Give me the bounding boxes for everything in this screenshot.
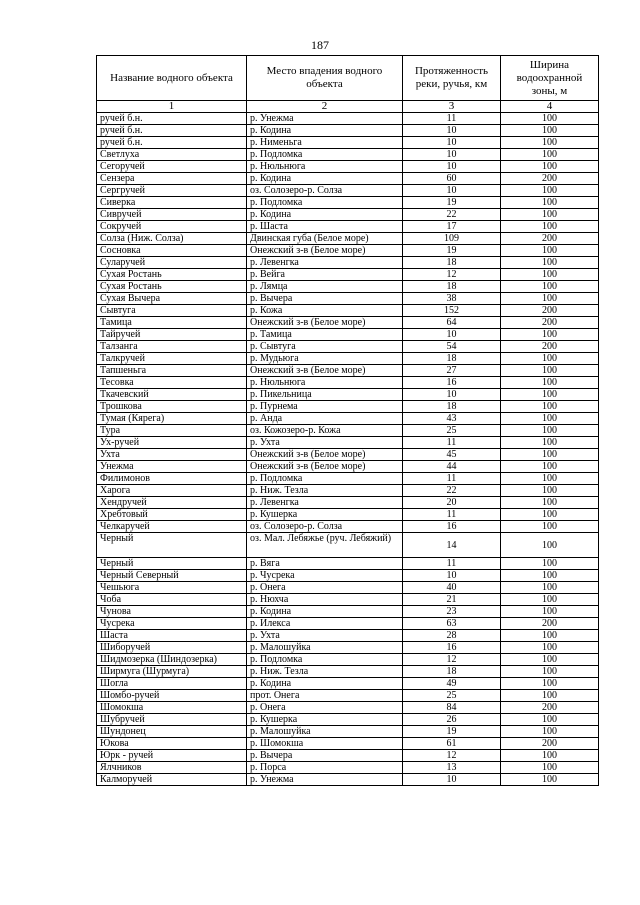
cell-name: Ширмуга (Шурмуга) [97,666,247,678]
cell-mouth: р. Мудьюга [247,353,403,365]
cell-mouth: р. Кодина [247,606,403,618]
cell-mouth: р. Кушерка [247,714,403,726]
cell-zone-width: 100 [501,377,599,389]
cell-name: Шундонец [97,726,247,738]
cell-mouth: оз. Солозеро-р. Солза [247,521,403,533]
cell-mouth: оз. Кожозеро-р. Кожа [247,425,403,437]
table-row [97,329,599,341]
cell-name: Черный [97,533,247,558]
table-row [97,473,599,485]
cell-zone-width: 100 [501,449,599,461]
cell-mouth: р. Малошуйка [247,726,403,738]
cell-length: 10 [403,329,501,341]
cell-zone-width: 100 [501,269,599,281]
cell-mouth: р. Вяга [247,558,403,570]
cell-length: 13 [403,762,501,774]
cell-zone-width: 100 [501,558,599,570]
column-number: 1 [97,101,247,113]
cell-mouth: р. Илекса [247,618,403,630]
table-body [97,113,599,786]
cell-mouth: р. Нюхча [247,594,403,606]
table-row [97,173,599,185]
cell-zone-width: 100 [501,401,599,413]
cell-length: 25 [403,690,501,702]
table-row [97,437,599,449]
table-row [97,353,599,365]
cell-length: 10 [403,125,501,137]
cell-zone-width: 100 [501,221,599,233]
header-mouth: Место впадения водного объекта [247,56,403,101]
cell-length: 10 [403,149,501,161]
cell-zone-width: 100 [501,570,599,582]
table-row [97,365,599,377]
cell-name: Тапшеньга [97,365,247,377]
cell-mouth: р. Нименьга [247,137,403,149]
table-row [97,654,599,666]
cell-length: 84 [403,702,501,714]
cell-name: Суларучей [97,257,247,269]
cell-mouth: р. Подломка [247,149,403,161]
cell-length: 22 [403,485,501,497]
cell-zone-width: 100 [501,353,599,365]
table-row [97,401,599,413]
cell-mouth: р. Нюльнюга [247,161,403,173]
cell-mouth: р. Подломка [247,197,403,209]
cell-zone-width: 100 [501,413,599,425]
cell-name: Ухта [97,449,247,461]
table-row [97,461,599,473]
cell-name: Хендручей [97,497,247,509]
cell-name: Талкручей [97,353,247,365]
cell-length: 12 [403,269,501,281]
cell-name: Шомбо-ручей [97,690,247,702]
cell-mouth: р. Шомокша [247,738,403,750]
cell-name: Тесовка [97,377,247,389]
header-zone-width: Ширина водоохранной зоны, м [501,56,599,101]
cell-name: Шомокша [97,702,247,714]
cell-zone-width: 100 [501,209,599,221]
table-row [97,618,599,630]
cell-mouth: р. Ниж. Тезла [247,666,403,678]
table-row [97,750,599,762]
cell-zone-width: 100 [501,606,599,618]
cell-name: Тумая (Кярега) [97,413,247,425]
cell-zone-width: 100 [501,161,599,173]
cell-length: 10 [403,185,501,197]
cell-name: Солза (Ниж. Солза) [97,233,247,245]
cell-zone-width: 100 [501,197,599,209]
cell-length: 10 [403,774,501,786]
cell-zone-width: 100 [501,437,599,449]
cell-zone-width: 200 [501,173,599,185]
cell-length: 25 [403,425,501,437]
table-row [97,197,599,209]
cell-name: Сивручей [97,209,247,221]
cell-mouth: р. Пурнема [247,401,403,413]
cell-name: Ялчников [97,762,247,774]
cell-zone-width: 100 [501,582,599,594]
table-row [97,185,599,197]
cell-zone-width: 100 [501,329,599,341]
cell-mouth: р. Лямца [247,281,403,293]
table-row [97,630,599,642]
cell-length: 16 [403,642,501,654]
cell-mouth: р. Левенгка [247,497,403,509]
cell-length: 19 [403,197,501,209]
cell-zone-width: 100 [501,485,599,497]
cell-zone-width: 100 [501,521,599,533]
table-row [97,425,599,437]
cell-length: 12 [403,750,501,762]
cell-name: Черный Северный [97,570,247,582]
table-row [97,606,599,618]
cell-mouth: р. Вейга [247,269,403,281]
cell-length: 19 [403,726,501,738]
cell-length: 10 [403,570,501,582]
cell-mouth: оз. Мал. Лебяжье (руч. Лебяжий) [247,533,403,558]
cell-mouth: р. Тамица [247,329,403,341]
cell-name: Харога [97,485,247,497]
cell-mouth: р. Унежма [247,113,403,125]
cell-length: 18 [403,666,501,678]
cell-length: 19 [403,245,501,257]
table-row [97,293,599,305]
cell-mouth: р. Порса [247,762,403,774]
cell-length: 26 [403,714,501,726]
cell-zone-width: 100 [501,654,599,666]
table-row [97,666,599,678]
table-row [97,233,599,245]
table-row [97,762,599,774]
cell-name: Чунова [97,606,247,618]
cell-zone-width: 200 [501,738,599,750]
column-number: 3 [403,101,501,113]
table-row [97,389,599,401]
cell-name: Чоба [97,594,247,606]
cell-length: 54 [403,341,501,353]
cell-length: 64 [403,317,501,329]
cell-zone-width: 100 [501,149,599,161]
cell-name: Сокручей [97,221,247,233]
cell-mouth: Онежский з-в (Белое море) [247,365,403,377]
cell-name: Юкова [97,738,247,750]
cell-length: 60 [403,173,501,185]
table-row [97,594,599,606]
page-number: 187 [311,38,329,52]
cell-length: 43 [403,413,501,425]
cell-name: Шидмозерка (Шиндозерка) [97,654,247,666]
cell-length: 11 [403,437,501,449]
cell-zone-width: 100 [501,473,599,485]
cell-name: Черный [97,558,247,570]
cell-zone-width: 100 [501,497,599,509]
cell-zone-width: 100 [501,533,599,558]
cell-zone-width: 100 [501,185,599,197]
cell-length: 40 [403,582,501,594]
table-row [97,774,599,786]
cell-mouth: прот. Онега [247,690,403,702]
cell-mouth: Онежский з-в (Белое море) [247,449,403,461]
column-number-row [97,101,599,113]
cell-name: Сиверка [97,197,247,209]
cell-zone-width: 100 [501,257,599,269]
cell-zone-width: 100 [501,594,599,606]
table-row [97,269,599,281]
cell-mouth: р. Вычера [247,293,403,305]
cell-length: 38 [403,293,501,305]
cell-length: 20 [403,497,501,509]
cell-name: Чусрека [97,618,247,630]
table-row [97,113,599,125]
cell-name: Шогла [97,678,247,690]
cell-zone-width: 200 [501,317,599,329]
table-row [97,738,599,750]
table-row [97,305,599,317]
table-row [97,570,599,582]
cell-zone-width: 200 [501,618,599,630]
cell-name: Сергручей [97,185,247,197]
cell-name: Шубручей [97,714,247,726]
cell-zone-width: 100 [501,137,599,149]
cell-name: Сензера [97,173,247,185]
cell-zone-width: 100 [501,125,599,137]
cell-zone-width: 100 [501,750,599,762]
table-row [97,317,599,329]
table-row [97,533,599,558]
cell-zone-width: 100 [501,726,599,738]
cell-name: Хребтовый [97,509,247,521]
cell-name: Трошкова [97,401,247,413]
cell-zone-width: 100 [501,774,599,786]
cell-mouth: Онежский з-в (Белое море) [247,461,403,473]
cell-mouth: Онежский з-в (Белое море) [247,317,403,329]
cell-length: 28 [403,630,501,642]
cell-mouth: р. Онега [247,702,403,714]
cell-name: Сосновка [97,245,247,257]
cell-length: 11 [403,113,501,125]
cell-mouth: р. Кодина [247,678,403,690]
cell-mouth: р. Кодина [247,173,403,185]
cell-name: Ткачевский [97,389,247,401]
cell-length: 152 [403,305,501,317]
cell-length: 11 [403,473,501,485]
cell-mouth: р. Ухта [247,437,403,449]
cell-length: 16 [403,521,501,533]
cell-name: Калморучей [97,774,247,786]
cell-mouth: р. Нюльнюга [247,377,403,389]
cell-name: Сухая Вычера [97,293,247,305]
cell-mouth: р. Вычера [247,750,403,762]
header-length: Протяженность реки, ручья, км [403,56,501,101]
cell-length: 10 [403,161,501,173]
cell-length: 109 [403,233,501,245]
cell-zone-width: 100 [501,762,599,774]
cell-mouth: р. Малошуйка [247,642,403,654]
cell-zone-width: 200 [501,341,599,353]
cell-name: Тамица [97,317,247,329]
cell-name: Шиборучей [97,642,247,654]
cell-mouth: р. Анда [247,413,403,425]
cell-length: 21 [403,594,501,606]
cell-mouth: р. Подломка [247,654,403,666]
cell-zone-width: 100 [501,461,599,473]
cell-length: 14 [403,533,501,558]
table-row [97,245,599,257]
cell-zone-width: 100 [501,293,599,305]
cell-name: Талзанга [97,341,247,353]
cell-zone-width: 100 [501,666,599,678]
cell-zone-width: 200 [501,702,599,714]
cell-length: 16 [403,377,501,389]
column-number: 4 [501,101,599,113]
table-row [97,125,599,137]
cell-name: Сывтуга [97,305,247,317]
cell-length: 23 [403,606,501,618]
cell-mouth: р. Кожа [247,305,403,317]
cell-zone-width: 100 [501,690,599,702]
cell-name: Юрк - ручей [97,750,247,762]
cell-zone-width: 100 [501,365,599,377]
cell-mouth: р. Кушерка [247,509,403,521]
cell-mouth: Двинская губа (Белое море) [247,233,403,245]
cell-length: 45 [403,449,501,461]
table-row [97,582,599,594]
cell-name: Ух-ручей [97,437,247,449]
table-row [97,702,599,714]
cell-length: 18 [403,401,501,413]
cell-length: 27 [403,365,501,377]
cell-length: 12 [403,654,501,666]
cell-name: Тура [97,425,247,437]
table-row [97,281,599,293]
cell-zone-width: 100 [501,389,599,401]
cell-zone-width: 100 [501,509,599,521]
cell-zone-width: 100 [501,425,599,437]
cell-length: 11 [403,558,501,570]
table-row [97,714,599,726]
cell-zone-width: 100 [501,245,599,257]
cell-zone-width: 100 [501,714,599,726]
header-name: Название водного объекта [97,56,247,101]
cell-mouth: оз. Солозеро-р. Солза [247,185,403,197]
cell-mouth: р. Ниж. Тезла [247,485,403,497]
cell-length: 11 [403,509,501,521]
cell-name: Светлуха [97,149,247,161]
table-row [97,377,599,389]
cell-name: Челкаручей [97,521,247,533]
cell-zone-width: 200 [501,305,599,317]
cell-length: 49 [403,678,501,690]
cell-mouth: р. Кодина [247,125,403,137]
cell-mouth: р. Онега [247,582,403,594]
water-bodies-table [96,55,599,786]
cell-length: 17 [403,221,501,233]
cell-zone-width: 200 [501,233,599,245]
cell-zone-width: 100 [501,630,599,642]
table-row [97,642,599,654]
cell-name: Унежма [97,461,247,473]
table-row [97,521,599,533]
cell-length: 44 [403,461,501,473]
cell-mouth: р. Унежма [247,774,403,786]
cell-mouth: р. Подломка [247,473,403,485]
table-row [97,221,599,233]
table-row [97,161,599,173]
cell-length: 10 [403,137,501,149]
cell-mouth: р. Ухта [247,630,403,642]
cell-mouth: р. Кодина [247,209,403,221]
column-number: 2 [247,101,403,113]
cell-name: Сегоручей [97,161,247,173]
cell-mouth: р. Пикельница [247,389,403,401]
cell-zone-width: 100 [501,113,599,125]
table-row [97,341,599,353]
cell-name: ручей б.н. [97,113,247,125]
table-row [97,678,599,690]
cell-length: 61 [403,738,501,750]
cell-length: 63 [403,618,501,630]
table-row [97,257,599,269]
cell-name: Чешьюга [97,582,247,594]
table-row [97,558,599,570]
cell-length: 10 [403,389,501,401]
table-row [97,726,599,738]
cell-name: Сухая Ростань [97,269,247,281]
cell-length: 18 [403,353,501,365]
cell-mouth: р. Левенгка [247,257,403,269]
table-row [97,137,599,149]
cell-name: ручей б.н. [97,137,247,149]
cell-name: Шаста [97,630,247,642]
table-row [97,149,599,161]
table-row [97,497,599,509]
cell-zone-width: 100 [501,678,599,690]
cell-name: Тайручей [97,329,247,341]
cell-name: Филимонов [97,473,247,485]
table-row [97,413,599,425]
table-row [97,690,599,702]
table-row [97,509,599,521]
cell-name: ручей б.н. [97,125,247,137]
table-row [97,485,599,497]
table-header-row [97,56,599,101]
table-row [97,449,599,461]
cell-mouth: р. Шаста [247,221,403,233]
cell-length: 22 [403,209,501,221]
cell-name: Сухая Ростань [97,281,247,293]
cell-mouth: р. Чусрека [247,570,403,582]
cell-zone-width: 100 [501,642,599,654]
cell-length: 18 [403,281,501,293]
table-row [97,209,599,221]
cell-mouth: Онежский з-в (Белое море) [247,245,403,257]
cell-zone-width: 100 [501,281,599,293]
cell-length: 18 [403,257,501,269]
cell-mouth: р. Сывтуга [247,341,403,353]
